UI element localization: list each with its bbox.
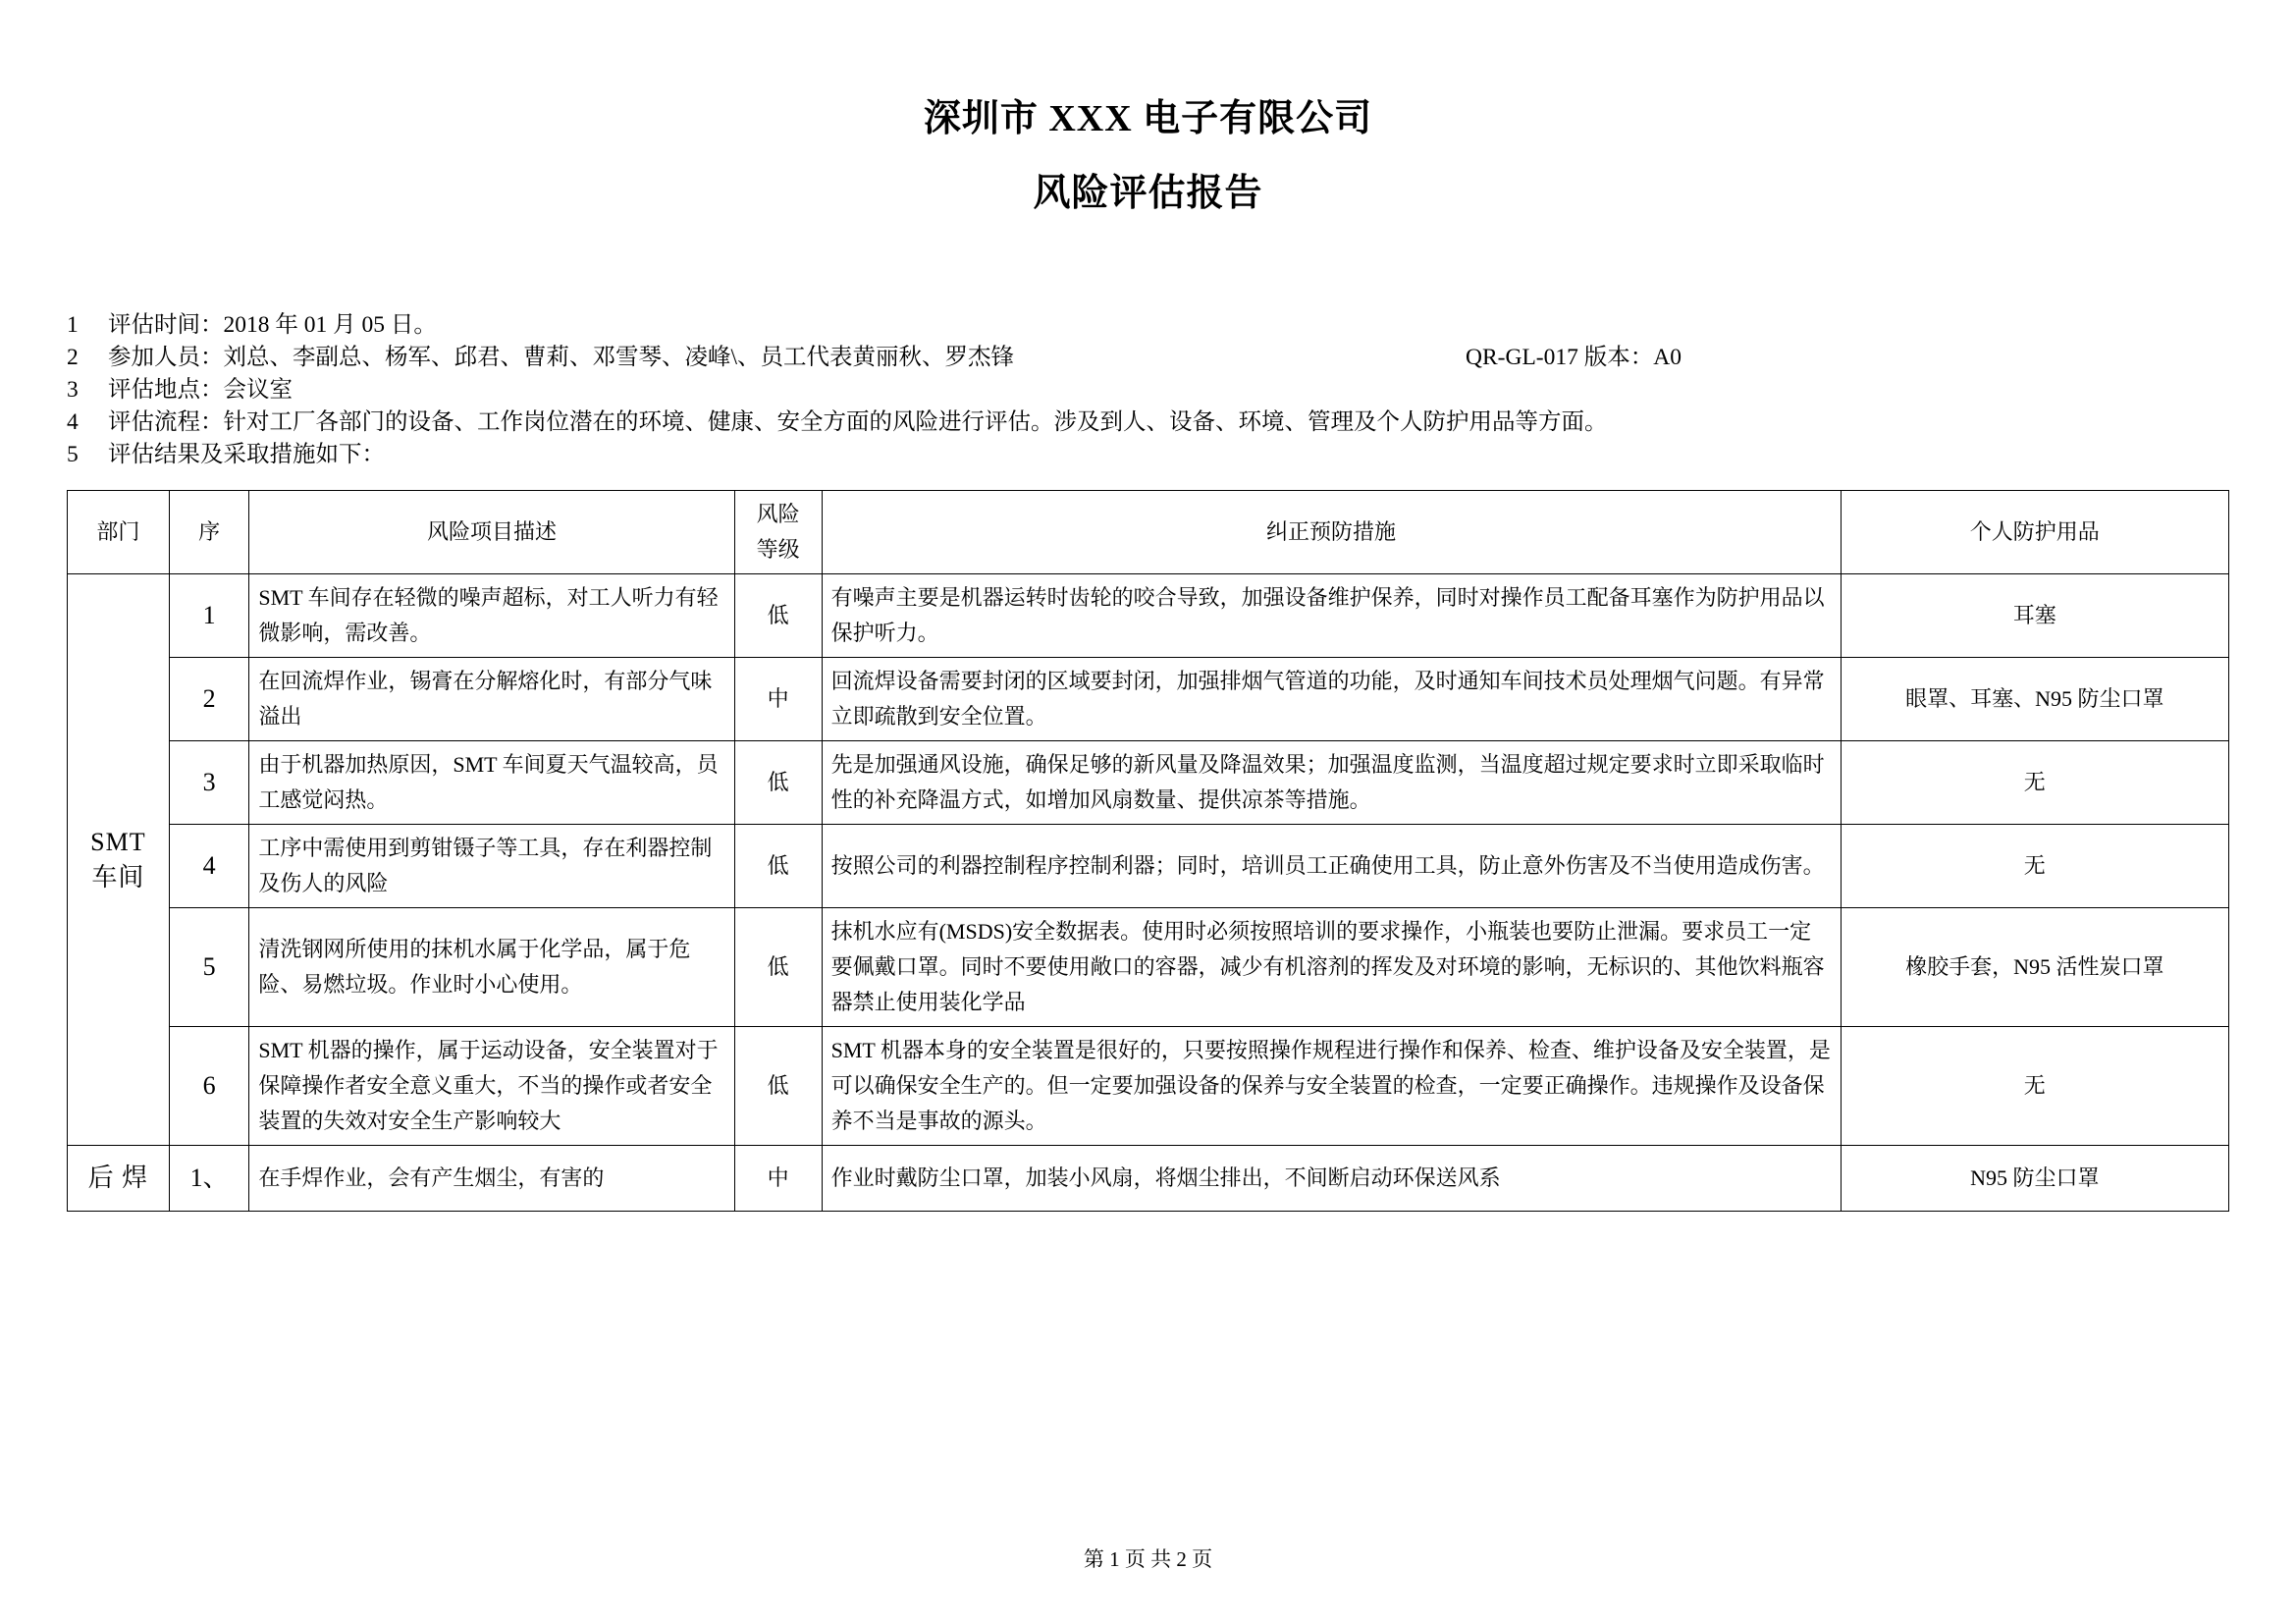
cell-risk-description: 由于机器加热原因，SMT 车间夏天气温较高，员工感觉闷热。 (249, 741, 734, 825)
cell-corrective-action: 作业时戴防尘口罩，加装小风扇，将烟尘排出，不间断启动环保送风系 (822, 1146, 1841, 1212)
cell-ppe: 耳塞 (1841, 574, 2228, 658)
cell-risk-level: 低 (734, 825, 822, 908)
cell-sequence: 1 (169, 574, 249, 658)
meta-list (67, 309, 2229, 471)
header-department: 部门 (68, 491, 170, 574)
cell-risk-level: 低 (734, 908, 822, 1027)
meta-item-2 (67, 342, 2229, 374)
meta-item-number: 4 (67, 409, 79, 435)
cell-sequence: 1、 (169, 1146, 249, 1212)
table-row (68, 574, 2229, 658)
meta-item-text: 评估地点：会议室 (108, 377, 293, 403)
report-title: 风险评估报告 (1033, 172, 1263, 214)
cell-ppe: 橡胶手套，N95 活性炭口罩 (1841, 908, 2228, 1027)
cell-risk-description: 工序中需使用到剪钳镊子等工具，存在利器控制及伤人的风险 (249, 825, 734, 908)
cell-corrective-action: 先是加强通风设施，确保足够的新风量及降温效果；加强温度监测，当温度超过规定要求时立即采取临时性的补充降温方式，如增加风扇数量、提供凉茶等措施。 (822, 741, 1841, 825)
table-row (68, 658, 2229, 741)
cell-corrective-action: SMT 机器本身的安全装置是很好的，只要按照操作规程进行操作和保养、检查、维护设备及安全装置，是可以确保安全生产的。但一定要加强设备的保养与安全装置的检查，一定要正确操作。违规操作及设备保养不当是事故的源头。 (822, 1027, 1841, 1146)
header-sequence: 序 (169, 491, 249, 574)
cell-ppe: 无 (1841, 825, 2228, 908)
meta-item-text: 参加人员：刘总、李副总、杨军、邱君、曹莉、邓雪琴、凌峰\、员工代表黄丽秋、罗杰锋 (108, 345, 1015, 370)
cell-corrective-action: 抹机水应有(MSDS)安全数据表。使用时必须按照培训的要求操作，小瓶装也要防止泄漏。要求员工一定要佩戴口罩。同时不要使用敞口的容器，减少有机溶剂的挥发及对环境的影响，无标识的、其他饮料瓶容器禁止使用装化学品 (822, 908, 1841, 1027)
cell-risk-level: 低 (734, 741, 822, 825)
company-title: 深圳市 XXX 电子有限公司 (923, 98, 1373, 139)
meta-item-5 (67, 439, 2229, 471)
cell-department-smt: SMT 车间 (68, 574, 170, 1146)
cell-ppe: 眼罩、耳塞、N95 防尘口罩 (1841, 658, 2228, 741)
header-risk-level-line2: 等级 (756, 537, 800, 562)
cell-corrective-action: 有噪声主要是机器运转时齿轮的咬合导致，加强设备维护保养，同时对操作员工配备耳塞作为防护用品以保护听力。 (822, 574, 1841, 658)
cell-corrective-action: 回流焊设备需要封闭的区域要封闭，加强排烟气管道的功能，及时通知车间技术员处理烟气问题。有异常立即疏散到安全位置。 (822, 658, 1841, 741)
table-row (68, 741, 2229, 825)
cell-risk-level: 低 (734, 1027, 822, 1146)
cell-sequence: 6 (169, 1027, 249, 1146)
table-header-row (68, 491, 2229, 574)
header-risk-level (734, 491, 822, 574)
cell-sequence: 3 (169, 741, 249, 825)
cell-risk-level: 中 (734, 658, 822, 741)
cell-ppe: 无 (1841, 741, 2228, 825)
meta-item-4 (67, 406, 2229, 439)
meta-item-1 (67, 309, 2229, 342)
meta-item-text: 评估流程：针对工厂各部门的设备、工作岗位潜在的环境、健康、安全方面的风险进行评估。涉及到人、设备、环境、管理及个人防护用品等方面。 (108, 409, 1608, 435)
cell-risk-description: SMT 机器的操作，属于运动设备，安全装置对于保障操作者安全意义重大，不当的操作或者安全装置的失效对安全生产影响较大 (249, 1027, 734, 1146)
table-row (68, 908, 2229, 1027)
meta-item-text: 评估时间：2018 年 01 月 05 日。 (108, 312, 437, 338)
risk-assessment-table (67, 490, 2229, 1212)
cell-risk-description: 清洗钢网所使用的抹机水属于化学品，属于危险、易燃垃圾。作业时小心使用。 (249, 908, 734, 1027)
table-row (68, 1146, 2229, 1212)
header-risk-level-line1: 风险 (756, 502, 800, 526)
cell-risk-description: 在手焊作业，会有产生烟尘，有害的 (249, 1146, 734, 1212)
page-footer: 第 1 页 共 2 页 (1083, 1547, 1213, 1571)
cell-risk-level: 低 (734, 574, 822, 658)
cell-department-houhan: 后 焊 (68, 1146, 170, 1212)
meta-item-3 (67, 374, 2229, 406)
cell-sequence: 5 (169, 908, 249, 1027)
header-ppe: 个人防护用品 (1841, 491, 2228, 574)
cell-sequence: 2 (169, 658, 249, 741)
meta-item-number: 2 (67, 345, 79, 370)
meta-item-text: 评估结果及采取措施如下： (108, 442, 385, 467)
cell-risk-description: SMT 车间存在轻微的噪声超标，对工人听力有轻微影响，需改善。 (249, 574, 734, 658)
table-row (68, 1027, 2229, 1146)
cell-ppe: 无 (1841, 1027, 2228, 1146)
table-row (68, 825, 2229, 908)
meta-item-number: 5 (67, 442, 79, 467)
meta-item-number: 1 (67, 312, 79, 338)
header-corrective-action: 纠正预防措施 (822, 491, 1841, 574)
cell-corrective-action: 按照公司的利器控制程序控制利器；同时，培训员工正确使用工具，防止意外伤害及不当使用造成伤害。 (822, 825, 1841, 908)
cell-ppe: N95 防尘口罩 (1841, 1146, 2228, 1212)
header-risk-description: 风险项目描述 (249, 491, 734, 574)
cell-risk-level: 中 (734, 1146, 822, 1212)
cell-sequence: 4 (169, 825, 249, 908)
document-code: QR-GL-017 版本：A0 (1466, 345, 1682, 370)
cell-risk-description: 在回流焊作业，锡膏在分解熔化时，有部分气味溢出 (249, 658, 734, 741)
meta-item-number: 3 (67, 377, 79, 403)
